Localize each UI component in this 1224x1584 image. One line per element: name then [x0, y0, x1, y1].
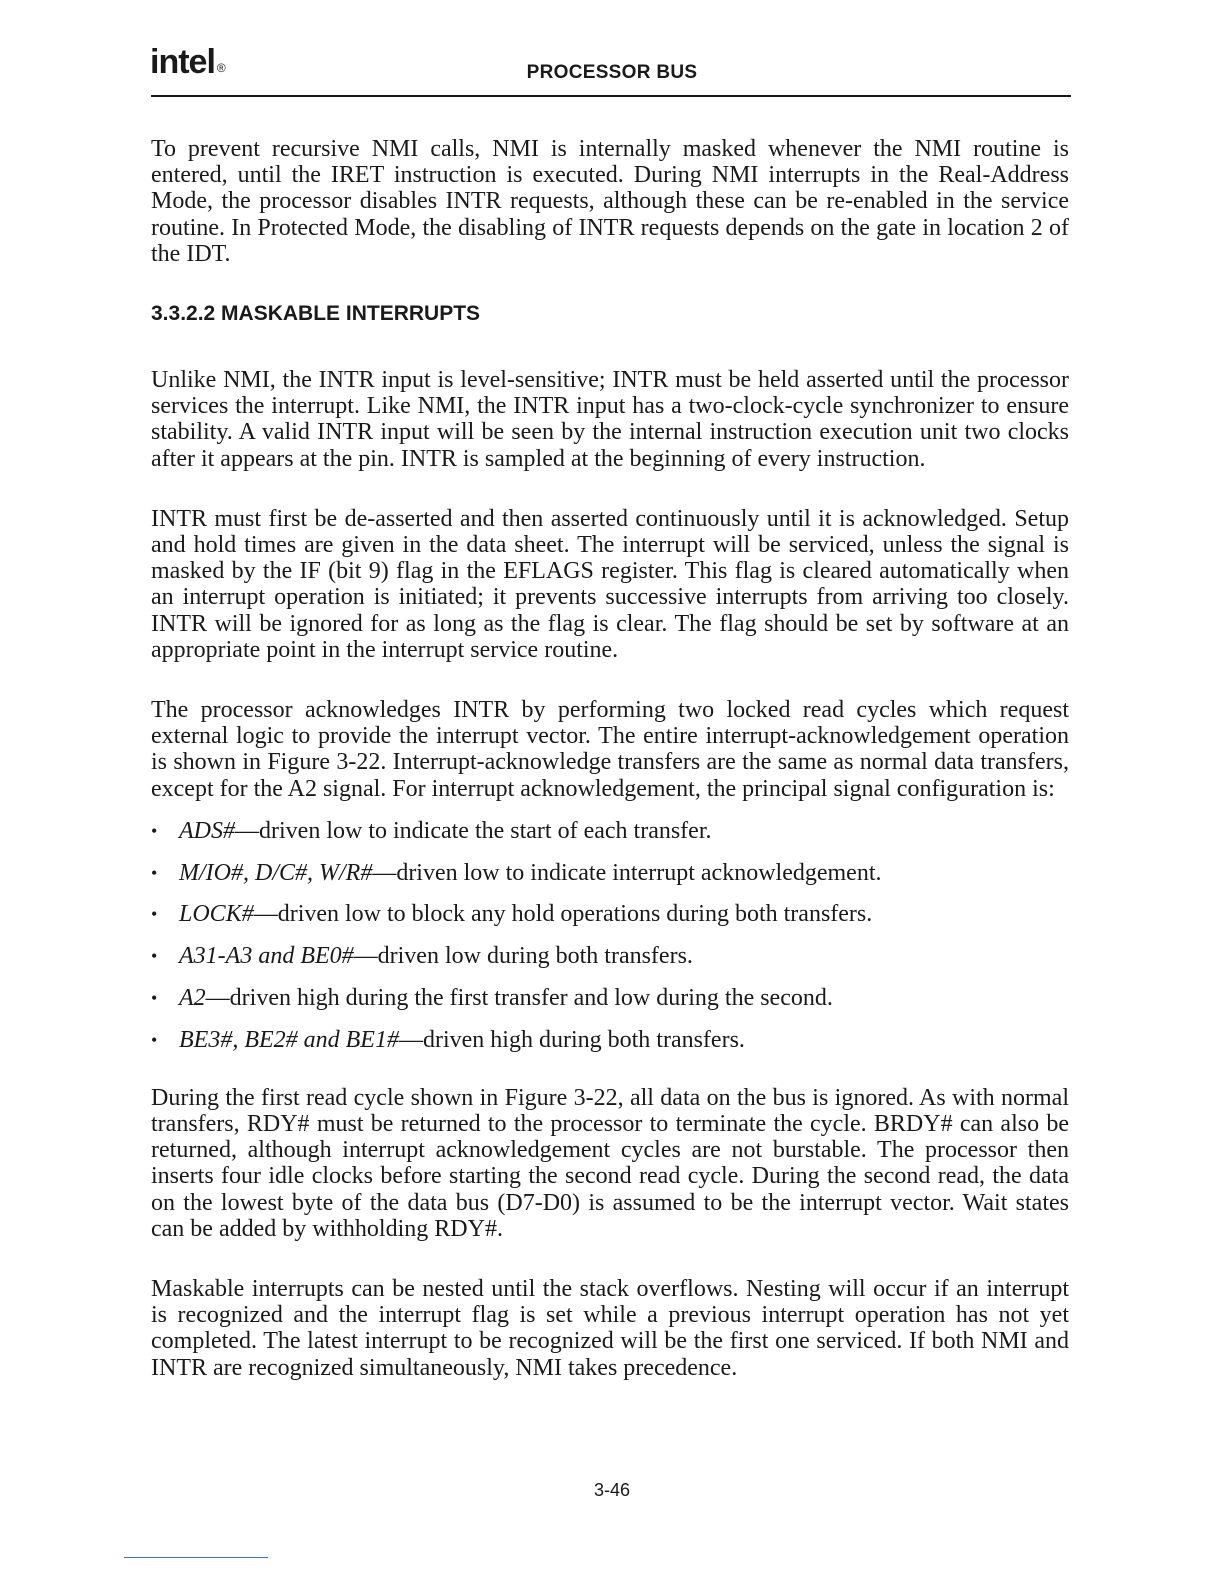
signal-name: M/IO#, D/C#, W/R#	[179, 859, 373, 886]
list-item	[151, 818, 1069, 844]
header-divider	[151, 95, 1071, 97]
signal-description: —driven low to indicate interrupt acknowledgement.	[372, 859, 882, 886]
list-item	[151, 985, 1069, 1011]
paragraph-nmi-masking: To prevent recursive NMI calls, NMI is internally masked whenever the NMI routine is entered, until the IRET instruction is executed. During NMI interrupts in the Real-Address Mode, the processor disables INTR requests, although these can be re-enabled in the service routine. In Protected Mode, the disabling of INTR requests depends on the gate in location 2 of the IDT.	[151, 136, 1069, 267]
section-heading: 3.3.2.2 MASKABLE INTERRUPTS	[151, 302, 481, 326]
signal-description: —driven high during both transfers.	[398, 1026, 745, 1053]
paragraph-intr-level-sensitive: Unlike NMI, the INTR input is level-sensitive; INTR must be held asserted until the processor services the interrupt. Like NMI, the INTR input has a two-clock-cycle synchronizer to ensure stability. A valid INTR input will be seen by the internal instruction execution unit two clocks after it appears at the pin. INTR is sampled at the beginning of every instruction.	[151, 367, 1069, 472]
signal-description: —driven low to indicate the start of each transfer.	[235, 817, 712, 844]
paragraph-first-read-cycle: During the first read cycle shown in Figure 3-22, all data on the bus is ignored. As with normal transfers, RDY# must be returned to the processor to terminate the cycle. BRDY# can also be returned, although interrupt acknowledgement cycles are not burstable. The processor then inserts four idle clocks before starting the second read cycle. During the second read, the data on the lowest byte of the data bus (D7-D0) is assumed to be the interrupt vector. Wait states can be added by withholding RDY#.	[151, 1084, 1069, 1242]
signal-name: A2	[179, 985, 206, 1012]
signal-configuration-list	[151, 818, 1069, 1053]
signal-name: LOCK#	[179, 901, 254, 928]
list-item	[151, 901, 1069, 927]
paragraph-intr-deassert: INTR must first be de-asserted and then asserted continuously until it is acknowledged. Setup and hold times are given in the data sheet. The interrupt will be serviced, unless the signal is masked by the IF (bit 9) flag in the EFLAGS register. This flag is cleared automatically when an interrupt operation is initiated; it prevents successive interrupts from arriving too closely. INTR will be ignored for as long as the flag is clear. The flag should be set by software at an appropriate point in the interrupt service routine.	[151, 505, 1069, 663]
signal-name: BE3#, BE2# and BE1#	[179, 1026, 399, 1053]
scan-artifact-line	[124, 1557, 268, 1558]
page-number: 3-46	[593, 1480, 631, 1500]
page-body	[151, 136, 1069, 1415]
list-item	[151, 943, 1069, 969]
page-header-title: PROCESSOR BUS	[526, 62, 698, 83]
signal-description: —driven low during both transfers.	[353, 943, 693, 970]
list-item	[151, 1027, 1069, 1053]
list-item	[151, 860, 1069, 886]
signal-name: A31-A3 and BE0#	[179, 943, 354, 970]
registered-mark: ®	[216, 61, 225, 75]
paragraph-intr-acknowledge: The processor acknowledges INTR by performing two locked read cycles which request external logic to provide the interrupt vector. The entire interrupt-acknowledgement operation is shown in Figure 3-22. Interrupt-acknowledge transfers are the same as normal data transfers, except for the A2 signal. For interrupt acknowledgement, the principal signal configuration is:	[151, 697, 1069, 802]
paragraph-nested-interrupts: Maskable interrupts can be nested until the stack overflows. Nesting will occur if an interrupt is recognized and the interrupt flag is set while a previous interrupt operation has not yet completed. The latest interrupt to be recognized will be the first one serviced. If both NMI and INTR are recognized simultaneously, NMI takes precedence.	[151, 1276, 1069, 1381]
logo-text: intel	[150, 43, 215, 81]
signal-description: —driven low to block any hold operations during both transfers.	[253, 901, 873, 928]
signal-name: ADS#	[179, 817, 235, 844]
signal-description: —driven high during the first transfer and low during the second.	[205, 985, 833, 1012]
